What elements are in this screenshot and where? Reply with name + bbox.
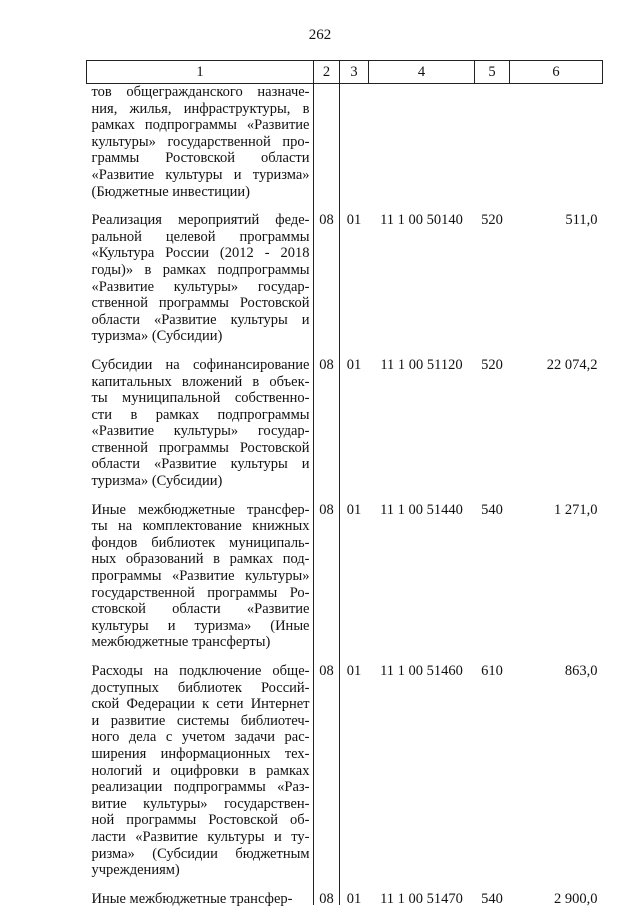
page-number: 262 [308, 27, 332, 43]
description-line: ния, жилья, инфраструктуры, в [91, 100, 310, 117]
column-header-5: 5 [475, 61, 510, 84]
table-row [87, 502, 603, 663]
description-line: ральной целевой программы [91, 228, 310, 245]
description-line: (Бюджетные инвестиции) [91, 183, 251, 200]
column-header-3: 3 [340, 61, 369, 84]
budget-table [86, 60, 603, 919]
row-amount: 511,0 [565, 212, 598, 229]
row-description [87, 357, 314, 502]
column-header-2: 2 [314, 61, 340, 84]
description-line: витие культуры» государствен- [91, 795, 310, 812]
row-subsection-code: 01 [346, 356, 362, 373]
description-line: ласти «Развитие культуры и ту- [91, 828, 310, 845]
description-line: ственной программы Ростовской [91, 439, 310, 456]
column-header-1: 1 [87, 61, 314, 84]
description-line: нологий и оцифровки в рамках [91, 762, 310, 779]
row-section-code: 08 [319, 501, 334, 518]
description-line: ризма» (Субсидии бюджетным [91, 845, 310, 862]
row-target-code [369, 84, 475, 213]
description-line: ты муниципальной собственно- [91, 390, 310, 407]
description-line: реализации подпрограммы «Раз- [91, 779, 310, 796]
description-line: Расходы на подключение обще- [91, 663, 310, 679]
description-line: и развитие системы библиотеч- [91, 712, 310, 729]
row-section-code [314, 84, 340, 213]
table-header-row [87, 61, 603, 84]
row-description [87, 84, 314, 213]
description-line: туризма» (Субсидии) [91, 473, 223, 490]
row-target-code: 11 1 00 51440 [380, 501, 463, 518]
row-description [87, 663, 314, 891]
table-row [87, 212, 603, 357]
row-amount: 863,0 [564, 663, 598, 679]
row-type-code [475, 84, 510, 213]
description-line: ственной программы Ростовской [91, 295, 310, 312]
row-target-code: 11 1 00 51460 [380, 663, 463, 679]
column-divider [313, 82, 314, 905]
row-section-code: 08 [319, 356, 334, 373]
description-line: граммы Ростовской области [91, 150, 310, 167]
row-subsection-code: 01 [346, 663, 362, 679]
description-line: сти в рамках подпрограммы [91, 406, 310, 423]
row-section-code: 08 [319, 663, 334, 679]
row-subsection-code: 01 [346, 890, 362, 907]
row-amount [510, 84, 603, 213]
table-row [87, 357, 603, 502]
column-header-6: 6 [510, 61, 603, 84]
description-line: ширения информационных тех- [91, 745, 310, 762]
row-amount: 2 900,0 [554, 890, 598, 907]
description-line: культуры» государственной про- [91, 133, 310, 150]
row-type-code: 540 [481, 890, 503, 907]
description-line: Реализация мероприятий феде- [91, 212, 310, 229]
description-line: ты на комплектование книжных [91, 518, 310, 535]
description-line: учреждениям) [91, 862, 180, 879]
description-line: ного дела с учетом задачи рас- [91, 729, 310, 746]
description-line: Иные межбюджетные трансфер- [91, 890, 293, 907]
description-line: межбюджетные трансферты) [91, 634, 271, 651]
description-line: фондов библиотек муниципаль- [91, 534, 310, 551]
description-line: капитальных вложений в объек- [91, 373, 310, 390]
description-line: «Развитие культуры» государ- [91, 278, 310, 295]
description-line: ской Федерации к сети Интернет [91, 696, 310, 713]
row-amount: 22 074,2 [546, 356, 598, 373]
column-header-4: 4 [369, 61, 475, 84]
description-line: Субсидии на софинансирование [91, 356, 310, 373]
row-description [87, 212, 314, 357]
table-row [87, 84, 603, 213]
row-section-code: 08 [319, 212, 334, 229]
description-line: тов общегражданского назначе- [91, 84, 310, 100]
row-subsection-code: 01 [346, 212, 362, 229]
row-type-code: 520 [481, 212, 503, 229]
description-line: годы)» в рамках подпрограммы [91, 261, 310, 278]
row-description [87, 502, 314, 663]
description-line: «Развитие культуры и туризма» [91, 166, 310, 183]
description-line: доступных библиотек Россий- [91, 679, 310, 696]
row-type-code: 540 [481, 501, 503, 518]
description-line: государственной программы Ро- [91, 584, 310, 601]
description-line: Иные межбюджетные трансфер- [91, 501, 310, 518]
column-divider [339, 82, 340, 905]
description-line: ных образований в рамках под- [91, 551, 310, 568]
description-line: «Развитие культуры» государ- [91, 423, 310, 440]
description-line: стовской области «Развитие [91, 601, 310, 618]
description-line: туризма» (Субсидии) [91, 328, 223, 345]
description-line: программы «Развитие культуры» [91, 568, 310, 585]
description-line: рамках подпрограммы «Развитие [91, 117, 310, 134]
description-line: области «Развитие культуры и [91, 311, 310, 328]
row-type-code: 610 [481, 663, 503, 679]
row-target-code: 11 1 00 51120 [380, 356, 463, 373]
row-subsection-code: 01 [346, 501, 362, 518]
row-section-code: 08 [319, 890, 334, 907]
description-line: культуры и туризма» (Иные [91, 617, 310, 634]
table-row [87, 663, 603, 891]
description-line: ной программы Ростовской об- [91, 812, 310, 829]
row-amount: 1 271,0 [554, 501, 598, 518]
row-target-code: 11 1 00 51470 [380, 890, 463, 907]
row-subsection-code [340, 84, 369, 213]
description-line: «Культура России (2012 - 2018 [91, 245, 310, 262]
row-target-code: 11 1 00 50140 [380, 212, 463, 229]
description-line: области «Развитие культуры и [91, 456, 310, 473]
row-type-code: 520 [481, 356, 503, 373]
